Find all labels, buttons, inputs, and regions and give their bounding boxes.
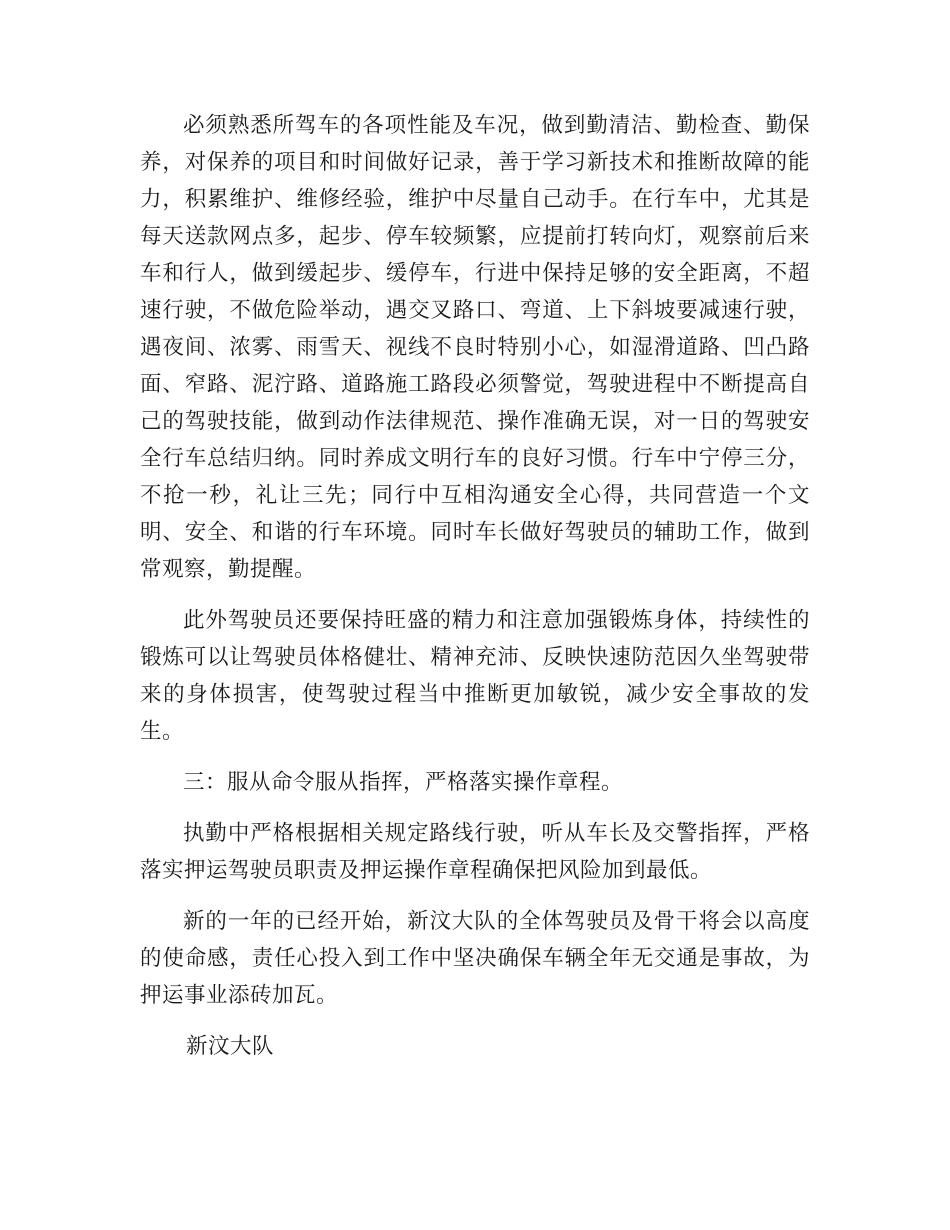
paragraph-physical-fitness: 此外驾驶员还要保持旺盛的精力和注意加强锻炼身体，持续性的锻炼可以让驾驶员体格健壮、精神充沛、反映快速防范因久坐驾驶带来的身体损害，使驾驶过程当中推断更加敏锐，减少安全事故的发生。 — [140, 608, 810, 744]
paragraph-vehicle-maintenance: 必须熟悉所驾车的各项性能及车况，做到勤清洁、勤检查、勤保养，对保养的项目和时间做好记录，善于学习新技术和推断故障的能力，积累维护、维修经验，维护中尽量自己动手。在行车中，尤其是每天送款网点多，起步、停车较频繁，应提前打转向灯，观察前后来车和行人，做到缓起步、缓停车，行进中保持足够的安全距离，不超速行驶，不做危险举动，遇交叉路口、弯道、上下斜坡要减速行驶，遇夜间、浓雾、雨雪天、视线不良时特别小心，如湿滑道路、凹凸路面、窄路、泥泞路、道路施工路段必须警觉，驾驶进程中不断提高自己的驾驶技能，做到动作法律规范、操作准确无误，对一日的驾驶安全行车总结归纳。同时养成文明行车的良好习惯。行车中宁停三分，不抢一秒，礼让三先；同行中互相沟通安全心得，共同营造一个文明、安全、和谐的行车环境。同时车长做好驾驶员的辅助工作，做到常观察，勤提醒。 — [140, 113, 810, 582]
paragraph-section-three-heading: 三：服从命令服从指挥，严格落实操作章程。 — [183, 770, 624, 795]
paragraph-new-year: 新的一年的已经开始，新汶大队的全体驾驶员及骨干将会以高度的使命感，责任心投入到工作中坚决确保车辆全年无交通是事故，为押运事业添砖加瓦。 — [140, 909, 810, 1008]
document-body — [140, 107, 810, 1065]
signature: 新汶大队 — [186, 1034, 275, 1059]
paragraph-follow-procedures: 执勤中严格根据相关规定路线行驶，听从车长及交警指挥，严格落实押运驾驶员职责及押运操作章程确保把风险加到最低。 — [140, 821, 810, 883]
